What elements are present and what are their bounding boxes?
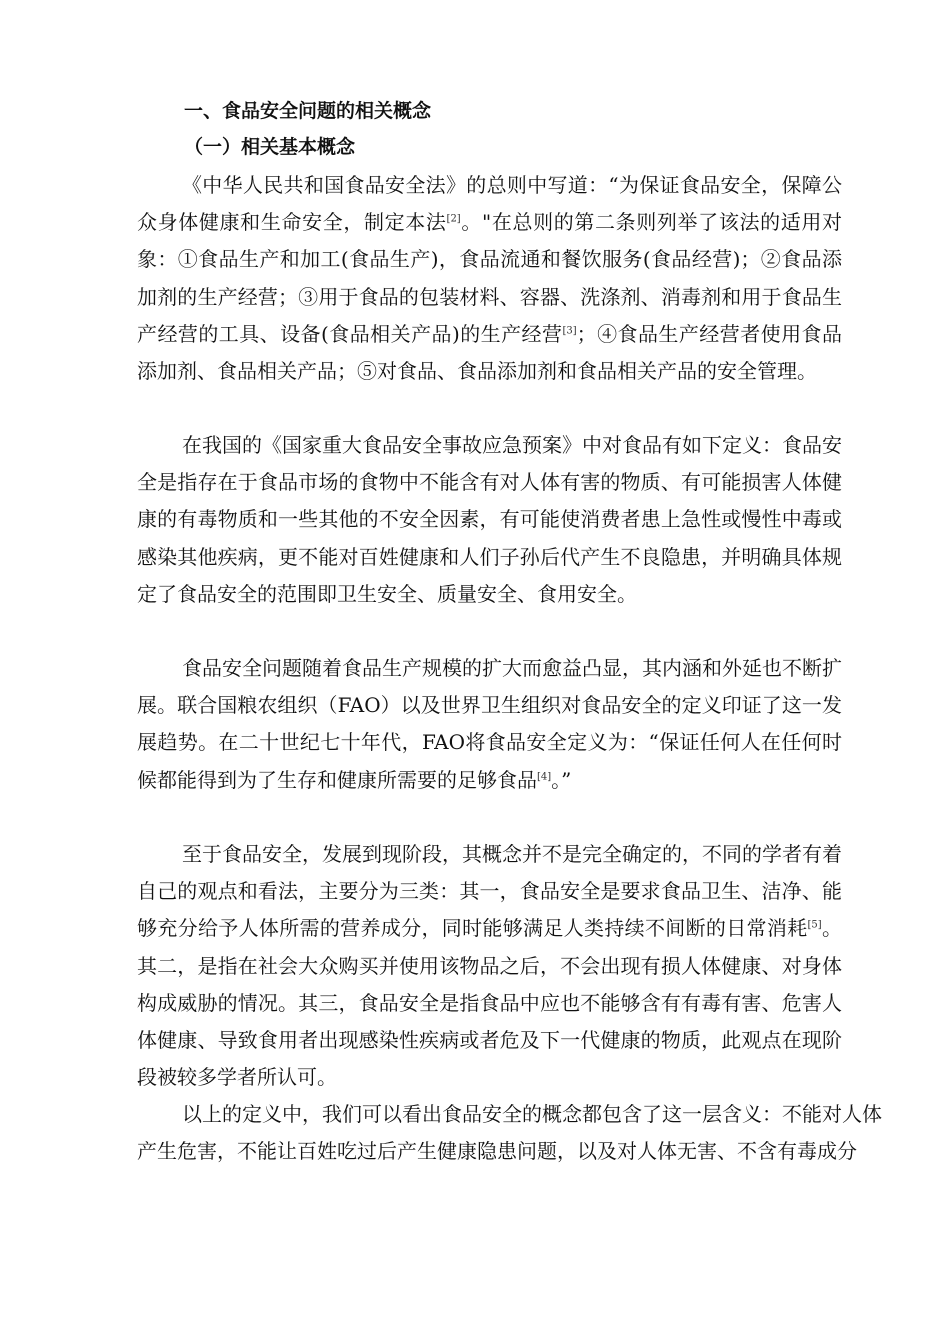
paragraph-three-views <box>137 836 842 1096</box>
paragraph-text: 在我国的《国家重大食品安全事故应急预案》中对食品有如下定义：食品安全是指存在于食品市场的食物中不能含有对人体有害的物质、有可能损害人体健康的有毒物质和一些其他的不安全因素，有可能使消费者患上急性或慢性中毒或感染其他疾病，更不能对百姓健康和人们子孙后代产生不良隐患，并明确具体规定了食品安全的范围即卫生安全、质量安全、食用安全。 <box>137 433 842 606</box>
paragraph-emergency-plan <box>137 427 842 613</box>
paragraph-food-safety-law <box>137 167 842 390</box>
subsection-heading: （一）相关基本概念 <box>184 136 356 158</box>
citation-ref: [5] <box>807 919 822 931</box>
paragraph-text: 。"在总则的第二条则列举了该法的适用对象：①食品生产和加工(食品生产)，食品流通和餐饮服务(食品经营)；②食品添加剂的生产经营；③用于食品的包装材料、容器、洗涤剂、消毒剂和用于食品生产经营的工具、设备(食品相关产品)的生产经营 <box>137 210 843 346</box>
paragraph-summary <box>137 1096 885 1170</box>
paragraph-text: 以上的定义中，我们可以看出食品安全的概念都包含了这一层含义：不能对人体 <box>182 1102 882 1126</box>
citation-ref: [4] <box>537 770 552 782</box>
paragraph-text: ；④食品生产经营者使用食品添加剂、食品相关产品；⑤对食品、食品添加剂和食品相关产品的安全管理。 <box>137 321 842 384</box>
section-heading: 一、食品安全问题的相关概念 <box>184 100 432 122</box>
paragraph-fao-definition <box>137 650 842 799</box>
paragraph-text: 至于食品安全，发展到现阶段，其概念并不是完全确定的，不同的学者有着自己的观点和看法，主要分为三类：其一，食品安全是要求食品卫生、洁净、能够充分给予人体所需的营养成分，同时能够满足人类持续不间断的日常消耗 <box>137 842 842 941</box>
citation-ref: [3] <box>562 325 577 337</box>
paragraph-text: 。其二，是指在社会大众购买并使用该物品之后，不会出现有损人体健康、对身体构成威胁的情况。其三，食品安全是指食品中应也不能够含有有毒有害、危害人体健康、导致食用者出现感染性疾病或者危及下一代健康的物质，此观点在现阶段被较多学者所认可。 <box>137 916 843 1090</box>
citation-ref: [2] <box>446 213 461 225</box>
paragraph-text: 。” <box>551 767 572 792</box>
paragraph-text: 食品安全问题随着食品生产规模的扩大而愈益凸显，其内涵和外延也不断扩展。联合国粮农组织（FAO）以及世界卫生组织对食品安全的定义印证了这一发展趋势。在二十世纪七十年代，FAO将食品安全定义为：“保证任何人在任何时候都能得到为了生存和健康所需要的足够食品 <box>137 656 842 792</box>
paragraph-text: 《中华人民共和国食品安全法》的总则中写道：“为保证食品安全，保障公众身体健康和生命安全，制定本法 <box>137 173 842 235</box>
paragraph-text: 产生危害，不能让百姓吃过后产生健康隐患问题，以及对人体无害、不含有毒成分 <box>137 1139 857 1164</box>
